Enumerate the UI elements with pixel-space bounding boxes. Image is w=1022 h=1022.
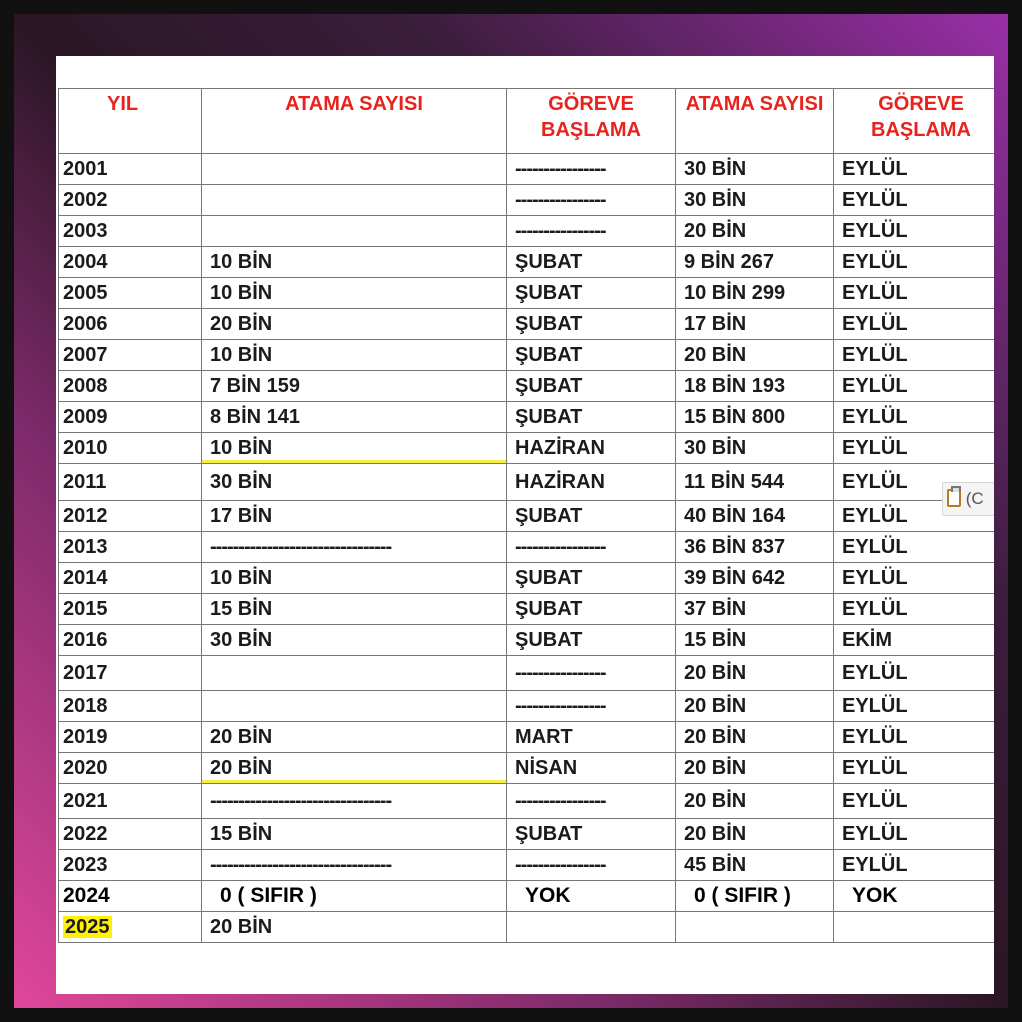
start-month-2-cell: EYLÜL (834, 784, 995, 819)
appointment-count-1-cell (202, 656, 507, 691)
table-row (59, 625, 995, 656)
year-cell: 2007 (59, 340, 202, 371)
table-row (59, 912, 995, 943)
table-row (59, 501, 995, 532)
table-row (59, 464, 995, 501)
highlighted-year: 2025 (65, 916, 110, 938)
appointment-count-1-cell: 10 BİN (202, 563, 507, 594)
start-month-1-cell (507, 912, 676, 943)
appointment-count-1-cell: 30 BİN (202, 625, 507, 656)
year-cell: 2005 (59, 278, 202, 309)
appointment-count-2-cell: 9 BİN 267 (676, 247, 834, 278)
year-cell: 2020 (59, 753, 202, 784)
year-cell: 2021 (59, 784, 202, 819)
appointment-count-2-cell: 36 BİN 837 (676, 532, 834, 563)
appointment-count-1-cell: 15 BİN (202, 819, 507, 850)
header-row (59, 89, 995, 154)
start-month-1-cell: ŞUBAT (507, 340, 676, 371)
appointment-count-1-cell: 10 BİN (202, 247, 507, 278)
start-month-1-cell: HAZİRAN (507, 433, 676, 464)
start-month-1-cell: ---------------- (507, 216, 676, 247)
table-row (59, 753, 995, 784)
table-row (59, 309, 995, 340)
header-appointment-count-2: ATAMA SAYISI (676, 89, 834, 154)
start-month-2-cell: EYLÜL (834, 185, 995, 216)
start-month-2-cell: EYLÜL (834, 247, 995, 278)
year-cell: 2022 (59, 819, 202, 850)
start-month-2-cell: EYLÜL (834, 691, 995, 722)
start-month-2-cell: EYLÜL (834, 722, 995, 753)
gradient-frame (14, 14, 1008, 1008)
appointment-count-1-cell (202, 216, 507, 247)
appointment-count-1-cell: 17 BİN (202, 501, 507, 532)
start-month-2-cell: EYLÜL (834, 309, 995, 340)
year-cell: 2010 (59, 433, 202, 464)
appointment-count-1-cell: 0 ( SIFIR ) (202, 881, 507, 912)
appointment-count-1-cell: 20 BİN (202, 753, 507, 784)
appointment-count-2-cell: 39 BİN 642 (676, 563, 834, 594)
appointment-count-1-cell: 10 BİN (202, 433, 507, 464)
start-month-2-cell (834, 912, 995, 943)
start-month-1-cell: ---------------- (507, 185, 676, 216)
year-cell: 2015 (59, 594, 202, 625)
start-month-2-cell: EYLÜL (834, 819, 995, 850)
start-month-1-cell: ŞUBAT (507, 819, 676, 850)
year-cell: 2019 (59, 722, 202, 753)
start-month-2-cell: EYLÜL (834, 532, 995, 563)
start-month-1-cell: ŞUBAT (507, 309, 676, 340)
table-row (59, 691, 995, 722)
start-month-1-cell: ---------------- (507, 656, 676, 691)
table-row (59, 433, 995, 464)
year-cell: 2008 (59, 371, 202, 402)
start-month-1-cell: ---------------- (507, 850, 676, 881)
start-month-1-cell: ---------------- (507, 784, 676, 819)
table-row (59, 594, 995, 625)
table-row (59, 402, 995, 433)
appointment-count-2-cell (676, 912, 834, 943)
paste-options-label: (C (965, 489, 984, 508)
header-year: YIL (59, 89, 202, 154)
table-row (59, 340, 995, 371)
appointment-count-2-cell: 45 BİN (676, 850, 834, 881)
appointment-count-2-cell: 30 BİN (676, 433, 834, 464)
start-month-1-cell: ŞUBAT (507, 594, 676, 625)
start-month-1-cell: ŞUBAT (507, 625, 676, 656)
paste-options-button[interactable] (942, 482, 994, 516)
appointment-count-2-cell: 0 ( SIFIR ) (676, 881, 834, 912)
table-row (59, 722, 995, 753)
appointments-table (58, 88, 994, 943)
appointment-count-2-cell: 40 BİN 164 (676, 501, 834, 532)
start-month-1-cell: YOK (507, 881, 676, 912)
start-month-1-cell: NİSAN (507, 753, 676, 784)
appointment-count-2-cell: 20 BİN (676, 656, 834, 691)
appointment-count-1-cell: -------------------------------- (202, 784, 507, 819)
year-cell: 2006 (59, 309, 202, 340)
table-row (59, 784, 995, 819)
start-month-1-cell: ŞUBAT (507, 501, 676, 532)
start-month-2-cell: EYLÜL (834, 594, 995, 625)
appointment-count-1-cell: -------------------------------- (202, 532, 507, 563)
year-cell: 2004 (59, 247, 202, 278)
spreadsheet-page (56, 56, 994, 994)
appointment-count-2-cell: 20 BİN (676, 819, 834, 850)
start-month-1-cell: ŞUBAT (507, 278, 676, 309)
appointment-count-2-cell: 20 BİN (676, 722, 834, 753)
year-cell (59, 912, 202, 943)
start-month-2-cell: YOK (834, 881, 995, 912)
table-row (59, 850, 995, 881)
start-month-1-cell: ---------------- (507, 154, 676, 185)
appointment-count-1-cell: 7 BİN 159 (202, 371, 507, 402)
table-row (59, 563, 995, 594)
start-month-2-cell: EYLÜL (834, 753, 995, 784)
appointment-count-1-cell (202, 691, 507, 722)
appointment-count-2-cell: 20 BİN (676, 691, 834, 722)
year-cell: 2024 (59, 881, 202, 912)
start-month-2-cell: EYLÜL (834, 464, 995, 501)
appointment-count-1-cell: 30 BİN (202, 464, 507, 501)
appointment-count-1-cell: 20 BİN (202, 722, 507, 753)
table-row (59, 532, 995, 563)
header-appointment-count-1: ATAMA SAYISI (202, 89, 507, 154)
appointment-count-2-cell: 15 BİN (676, 625, 834, 656)
appointment-count-1-cell: 20 BİN (202, 309, 507, 340)
start-month-2-cell: EYLÜL (834, 371, 995, 402)
start-month-1-cell: ŞUBAT (507, 402, 676, 433)
appointment-count-1-cell: -------------------------------- (202, 850, 507, 881)
start-month-1-cell: ---------------- (507, 532, 676, 563)
start-month-2-cell: EYLÜL (834, 402, 995, 433)
appointment-count-1-cell: 15 BİN (202, 594, 507, 625)
start-month-1-cell: HAZİRAN (507, 464, 676, 501)
table-row (59, 371, 995, 402)
table-row (59, 278, 995, 309)
appointment-count-1-cell (202, 154, 507, 185)
year-cell: 2001 (59, 154, 202, 185)
start-month-2-cell: EYLÜL (834, 278, 995, 309)
table-row (59, 154, 995, 185)
start-month-2-cell: EKİM (834, 625, 995, 656)
start-month-2-cell: EYLÜL (834, 656, 995, 691)
year-cell: 2018 (59, 691, 202, 722)
start-month-1-cell: ŞUBAT (507, 247, 676, 278)
appointment-count-2-cell: 37 BİN (676, 594, 834, 625)
appointment-count-2-cell: 30 BİN (676, 185, 834, 216)
year-cell: 2017 (59, 656, 202, 691)
start-month-1-cell: ŞUBAT (507, 371, 676, 402)
year-cell: 2016 (59, 625, 202, 656)
table-row (59, 819, 995, 850)
start-month-2-cell: EYLÜL (834, 850, 995, 881)
appointment-count-1-cell: 8 BİN 141 (202, 402, 507, 433)
year-cell: 2011 (59, 464, 202, 501)
appointment-count-2-cell: 10 BİN 299 (676, 278, 834, 309)
year-cell: 2002 (59, 185, 202, 216)
appointment-count-2-cell: 17 BİN (676, 309, 834, 340)
year-cell: 2009 (59, 402, 202, 433)
start-month-2-cell: EYLÜL (834, 340, 995, 371)
appointment-count-2-cell: 20 BİN (676, 753, 834, 784)
appointment-count-1-cell (202, 185, 507, 216)
appointment-count-2-cell: 15 BİN 800 (676, 402, 834, 433)
table-body (59, 154, 995, 943)
start-month-1-cell: ---------------- (507, 691, 676, 722)
start-month-2-cell: EYLÜL (834, 433, 995, 464)
appointment-count-1-cell: 10 BİN (202, 278, 507, 309)
appointment-count-2-cell: 11 BİN 544 (676, 464, 834, 501)
year-cell: 2012 (59, 501, 202, 532)
appointment-count-2-cell: 30 BİN (676, 154, 834, 185)
year-cell: 2003 (59, 216, 202, 247)
appointment-count-2-cell: 20 BİN (676, 784, 834, 819)
start-month-1-cell: MART (507, 722, 676, 753)
start-month-2-cell: EYLÜL (834, 563, 995, 594)
appointment-count-1-cell: 20 BİN (202, 912, 507, 943)
table-row (59, 185, 995, 216)
table-row (59, 216, 995, 247)
start-month-2-cell: EYLÜL (834, 216, 995, 247)
table-row (59, 247, 995, 278)
year-cell: 2023 (59, 850, 202, 881)
year-cell: 2013 (59, 532, 202, 563)
start-month-2-cell: EYLÜL (834, 501, 995, 532)
year-cell: 2014 (59, 563, 202, 594)
start-month-1-cell: ŞUBAT (507, 563, 676, 594)
table-row (59, 656, 995, 691)
clipboard-icon (947, 489, 961, 507)
appointment-count-1-cell: 10 BİN (202, 340, 507, 371)
appointment-count-2-cell: 20 BİN (676, 216, 834, 247)
table-row (59, 881, 995, 912)
appointment-count-2-cell: 20 BİN (676, 340, 834, 371)
header-start-date-1: GÖREVE BAŞLAMA (507, 89, 676, 154)
start-month-2-cell: EYLÜL (834, 154, 995, 185)
header-start-date-2: GÖREVE BAŞLAMA (834, 89, 995, 154)
appointment-count-2-cell: 18 BİN 193 (676, 371, 834, 402)
